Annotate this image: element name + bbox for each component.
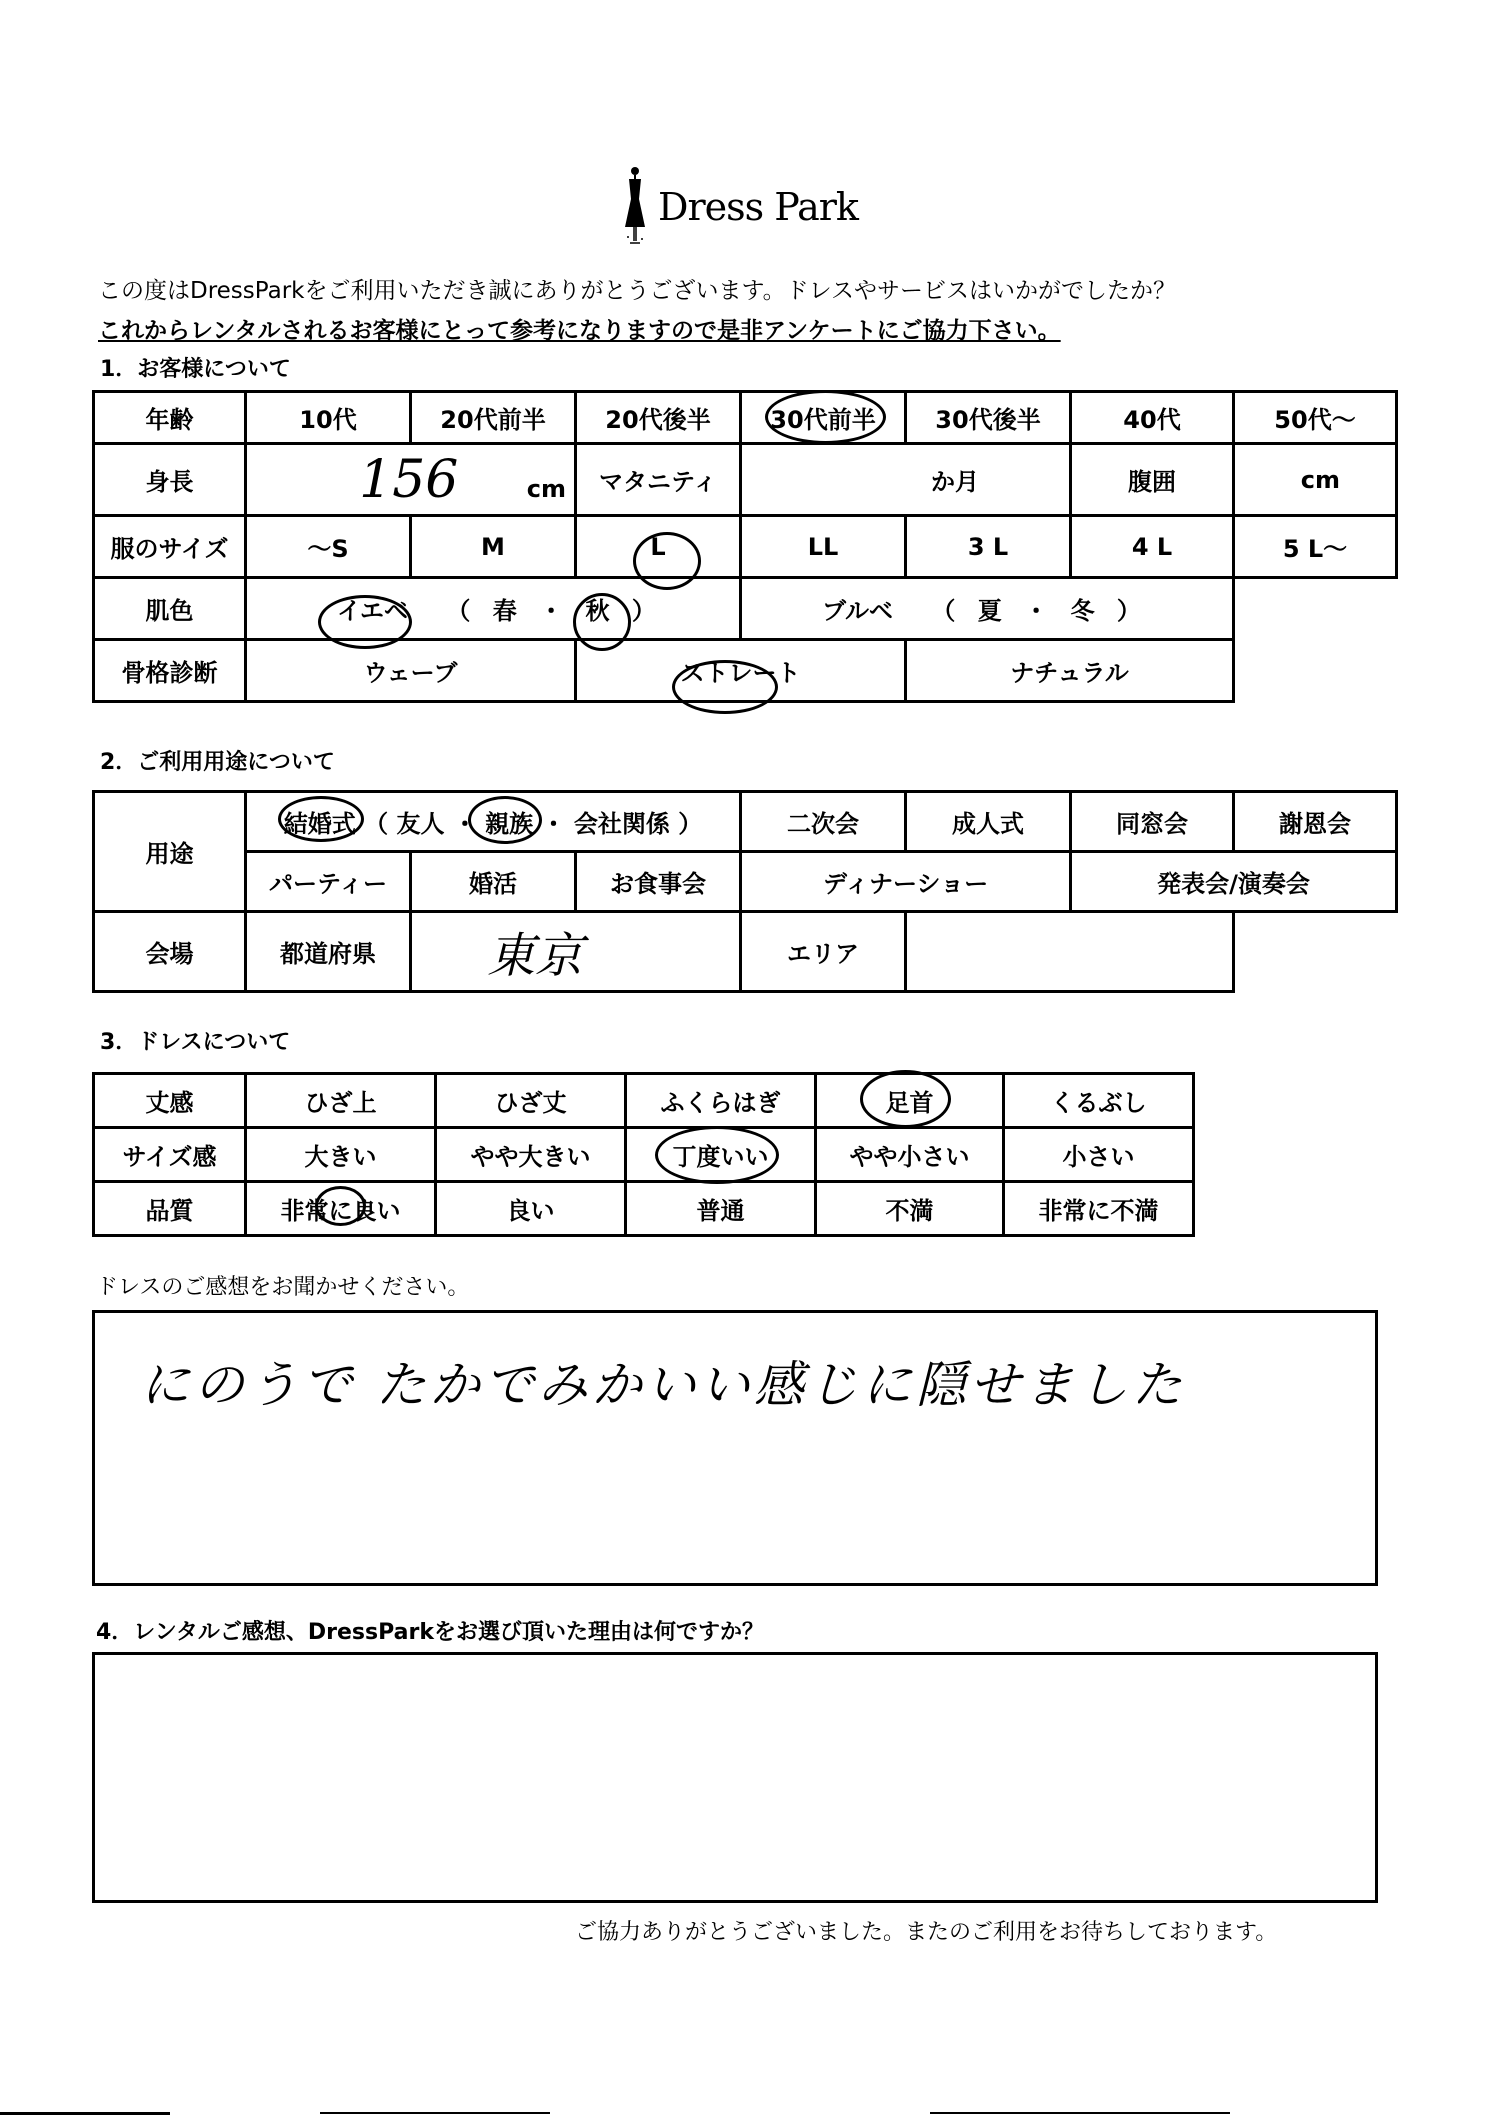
height-field[interactable]	[246, 444, 576, 516]
purpose-option[interactable]: 二次会	[741, 792, 906, 852]
purpose-label: 用途	[94, 792, 246, 912]
section-3-title: 3．ドレスについて	[100, 1030, 291, 1055]
fit-option[interactable]: やや小さい	[816, 1128, 1004, 1182]
length-label: 丈感	[94, 1074, 246, 1128]
empty-cell	[1234, 578, 1397, 640]
yellow-base: イエベ	[337, 597, 409, 625]
quality-option[interactable]: 普通	[626, 1182, 816, 1236]
company: 会社関係	[573, 810, 670, 838]
brand-logo	[620, 165, 880, 260]
paren: （	[446, 597, 471, 625]
venue-label: 会場	[94, 912, 246, 992]
paren: ）	[631, 597, 656, 625]
fit-label: サイズ感	[94, 1128, 246, 1182]
age-option[interactable]: 30代後半	[906, 392, 1071, 444]
height-value: 156	[359, 449, 459, 510]
empty-cell	[1234, 640, 1397, 702]
quality-label: 品質	[94, 1182, 246, 1236]
maternity-months-field[interactable]	[741, 444, 1071, 516]
purpose-option[interactable]: パーティー	[246, 852, 411, 912]
purpose-option[interactable]: お食事会	[576, 852, 741, 912]
waist-field[interactable]	[1234, 444, 1397, 516]
separator: ・	[541, 810, 566, 838]
size-option[interactable]: L	[576, 516, 741, 578]
empty-cell	[1234, 912, 1397, 992]
prefecture-label: 都道府県	[246, 912, 411, 992]
paren: （	[931, 597, 956, 625]
age-option[interactable]: 30代前半	[741, 392, 906, 444]
autumn: 秋	[585, 597, 610, 625]
dress-table	[92, 1072, 1195, 1237]
purpose-option[interactable]: ディナーショー	[741, 852, 1071, 912]
intro-line-1: この度はDressParkをご利用いただき誠にありがとうございます。ドレスやサービスはいかがでしたか？	[98, 278, 1176, 304]
dress-silhouette-icon	[620, 165, 650, 255]
height-label: 身長	[94, 444, 246, 516]
size-option[interactable]: 5 L～	[1234, 516, 1397, 578]
wedding-field[interactable]	[246, 792, 741, 852]
frame-label: 骨格診断	[94, 640, 246, 702]
prefecture-value: 東京	[487, 928, 584, 984]
summer: 夏	[977, 597, 1002, 625]
section-4-title: 4．レンタルご感想、DressParkをお選び頂いた理由は何ですか？	[96, 1620, 764, 1645]
skin-label: 肌色	[94, 578, 246, 640]
family: 親族	[485, 810, 534, 838]
maternity-label: マタニティ	[576, 444, 741, 516]
months-unit: か月	[931, 468, 979, 496]
section-1-title: 1．お客様について	[100, 357, 291, 382]
frame-option[interactable]: ストレート	[576, 640, 906, 702]
paren: ）	[1116, 597, 1141, 625]
prefecture-field[interactable]	[411, 912, 741, 992]
waist-label: 腹囲	[1071, 444, 1234, 516]
fit-option[interactable]: 小さい	[1004, 1128, 1194, 1182]
waist-unit: cm	[1300, 465, 1340, 494]
age-option[interactable]: 20代後半	[576, 392, 741, 444]
spring: 春	[492, 597, 517, 625]
height-unit: cm	[526, 474, 566, 503]
customer-table	[92, 390, 1398, 703]
age-label: 年齢	[94, 392, 246, 444]
size-option[interactable]: 4 L	[1071, 516, 1234, 578]
purpose-table	[92, 790, 1398, 993]
purpose-option[interactable]: 成人式	[906, 792, 1071, 852]
yellow-base-field[interactable]	[246, 578, 741, 640]
blue-base: ブルベ	[822, 597, 894, 625]
brand-name: Dress Park	[658, 185, 858, 229]
size-option[interactable]: M	[411, 516, 576, 578]
frame-option[interactable]: ナチュラル	[906, 640, 1234, 702]
friend: 友人	[396, 810, 445, 838]
separator: ・	[452, 810, 477, 838]
scan-artifact	[0, 2112, 170, 2115]
fit-option[interactable]: やや大きい	[436, 1128, 626, 1182]
length-option[interactable]: ひざ上	[246, 1074, 436, 1128]
closing-message: ご協力ありがとうございました。またのご利用をお待ちしております。	[575, 1920, 1278, 1945]
length-option[interactable]: ひざ丈	[436, 1074, 626, 1128]
quality-option[interactable]: 良い	[436, 1182, 626, 1236]
size-option[interactable]: ～S	[246, 516, 411, 578]
purpose-option[interactable]: 発表会/演奏会	[1071, 852, 1397, 912]
rental-comment-box[interactable]	[92, 1652, 1378, 1903]
purpose-option[interactable]: 同窓会	[1071, 792, 1234, 852]
purpose-option[interactable]: 婚活	[411, 852, 576, 912]
quality-option[interactable]: 非常に不満	[1004, 1182, 1194, 1236]
purpose-option[interactable]: 謝恩会	[1234, 792, 1397, 852]
age-option[interactable]: 50代～	[1234, 392, 1397, 444]
size-option[interactable]: LL	[741, 516, 906, 578]
age-option[interactable]: 10代	[246, 392, 411, 444]
length-option[interactable]: ふくらはぎ	[626, 1074, 816, 1128]
length-option[interactable]: 足首	[816, 1074, 1004, 1128]
section-2-title: 2．ご利用用途について	[100, 750, 335, 775]
area-field[interactable]	[906, 912, 1234, 992]
paren: ）	[678, 810, 703, 838]
age-option[interactable]: 20代前半	[411, 392, 576, 444]
dress-comment-text: にのうで たかでみかいい感じに隠せました	[140, 1356, 1186, 1414]
quality-option[interactable]: 不満	[816, 1182, 1004, 1236]
paren: （	[364, 810, 389, 838]
scan-artifact	[930, 2112, 1230, 2114]
separator: ・	[1024, 597, 1049, 625]
dress-comment-prompt: ドレスのご感想をお聞かせください。	[96, 1275, 470, 1300]
area-label: エリア	[741, 912, 906, 992]
wedding: 結婚式	[283, 810, 356, 838]
length-option[interactable]: くるぶし	[1004, 1074, 1194, 1128]
quality-option[interactable]: 非常に良い	[246, 1182, 436, 1236]
blue-base-field[interactable]	[741, 578, 1234, 640]
size-label: 服のサイズ	[94, 516, 246, 578]
separator: ・	[539, 597, 564, 625]
age-option[interactable]: 40代	[1071, 392, 1234, 444]
fit-option[interactable]: 丁度いい	[626, 1128, 816, 1182]
intro-line-2: これからレンタルされるお客様にとって参考になりますので是非アンケートにご協力下さい。	[98, 318, 1061, 344]
fit-option[interactable]: 大きい	[246, 1128, 436, 1182]
frame-option[interactable]: ウェーブ	[246, 640, 576, 702]
size-option[interactable]: 3 L	[906, 516, 1071, 578]
winter: 冬	[1070, 597, 1095, 625]
scan-artifact	[320, 2112, 550, 2114]
